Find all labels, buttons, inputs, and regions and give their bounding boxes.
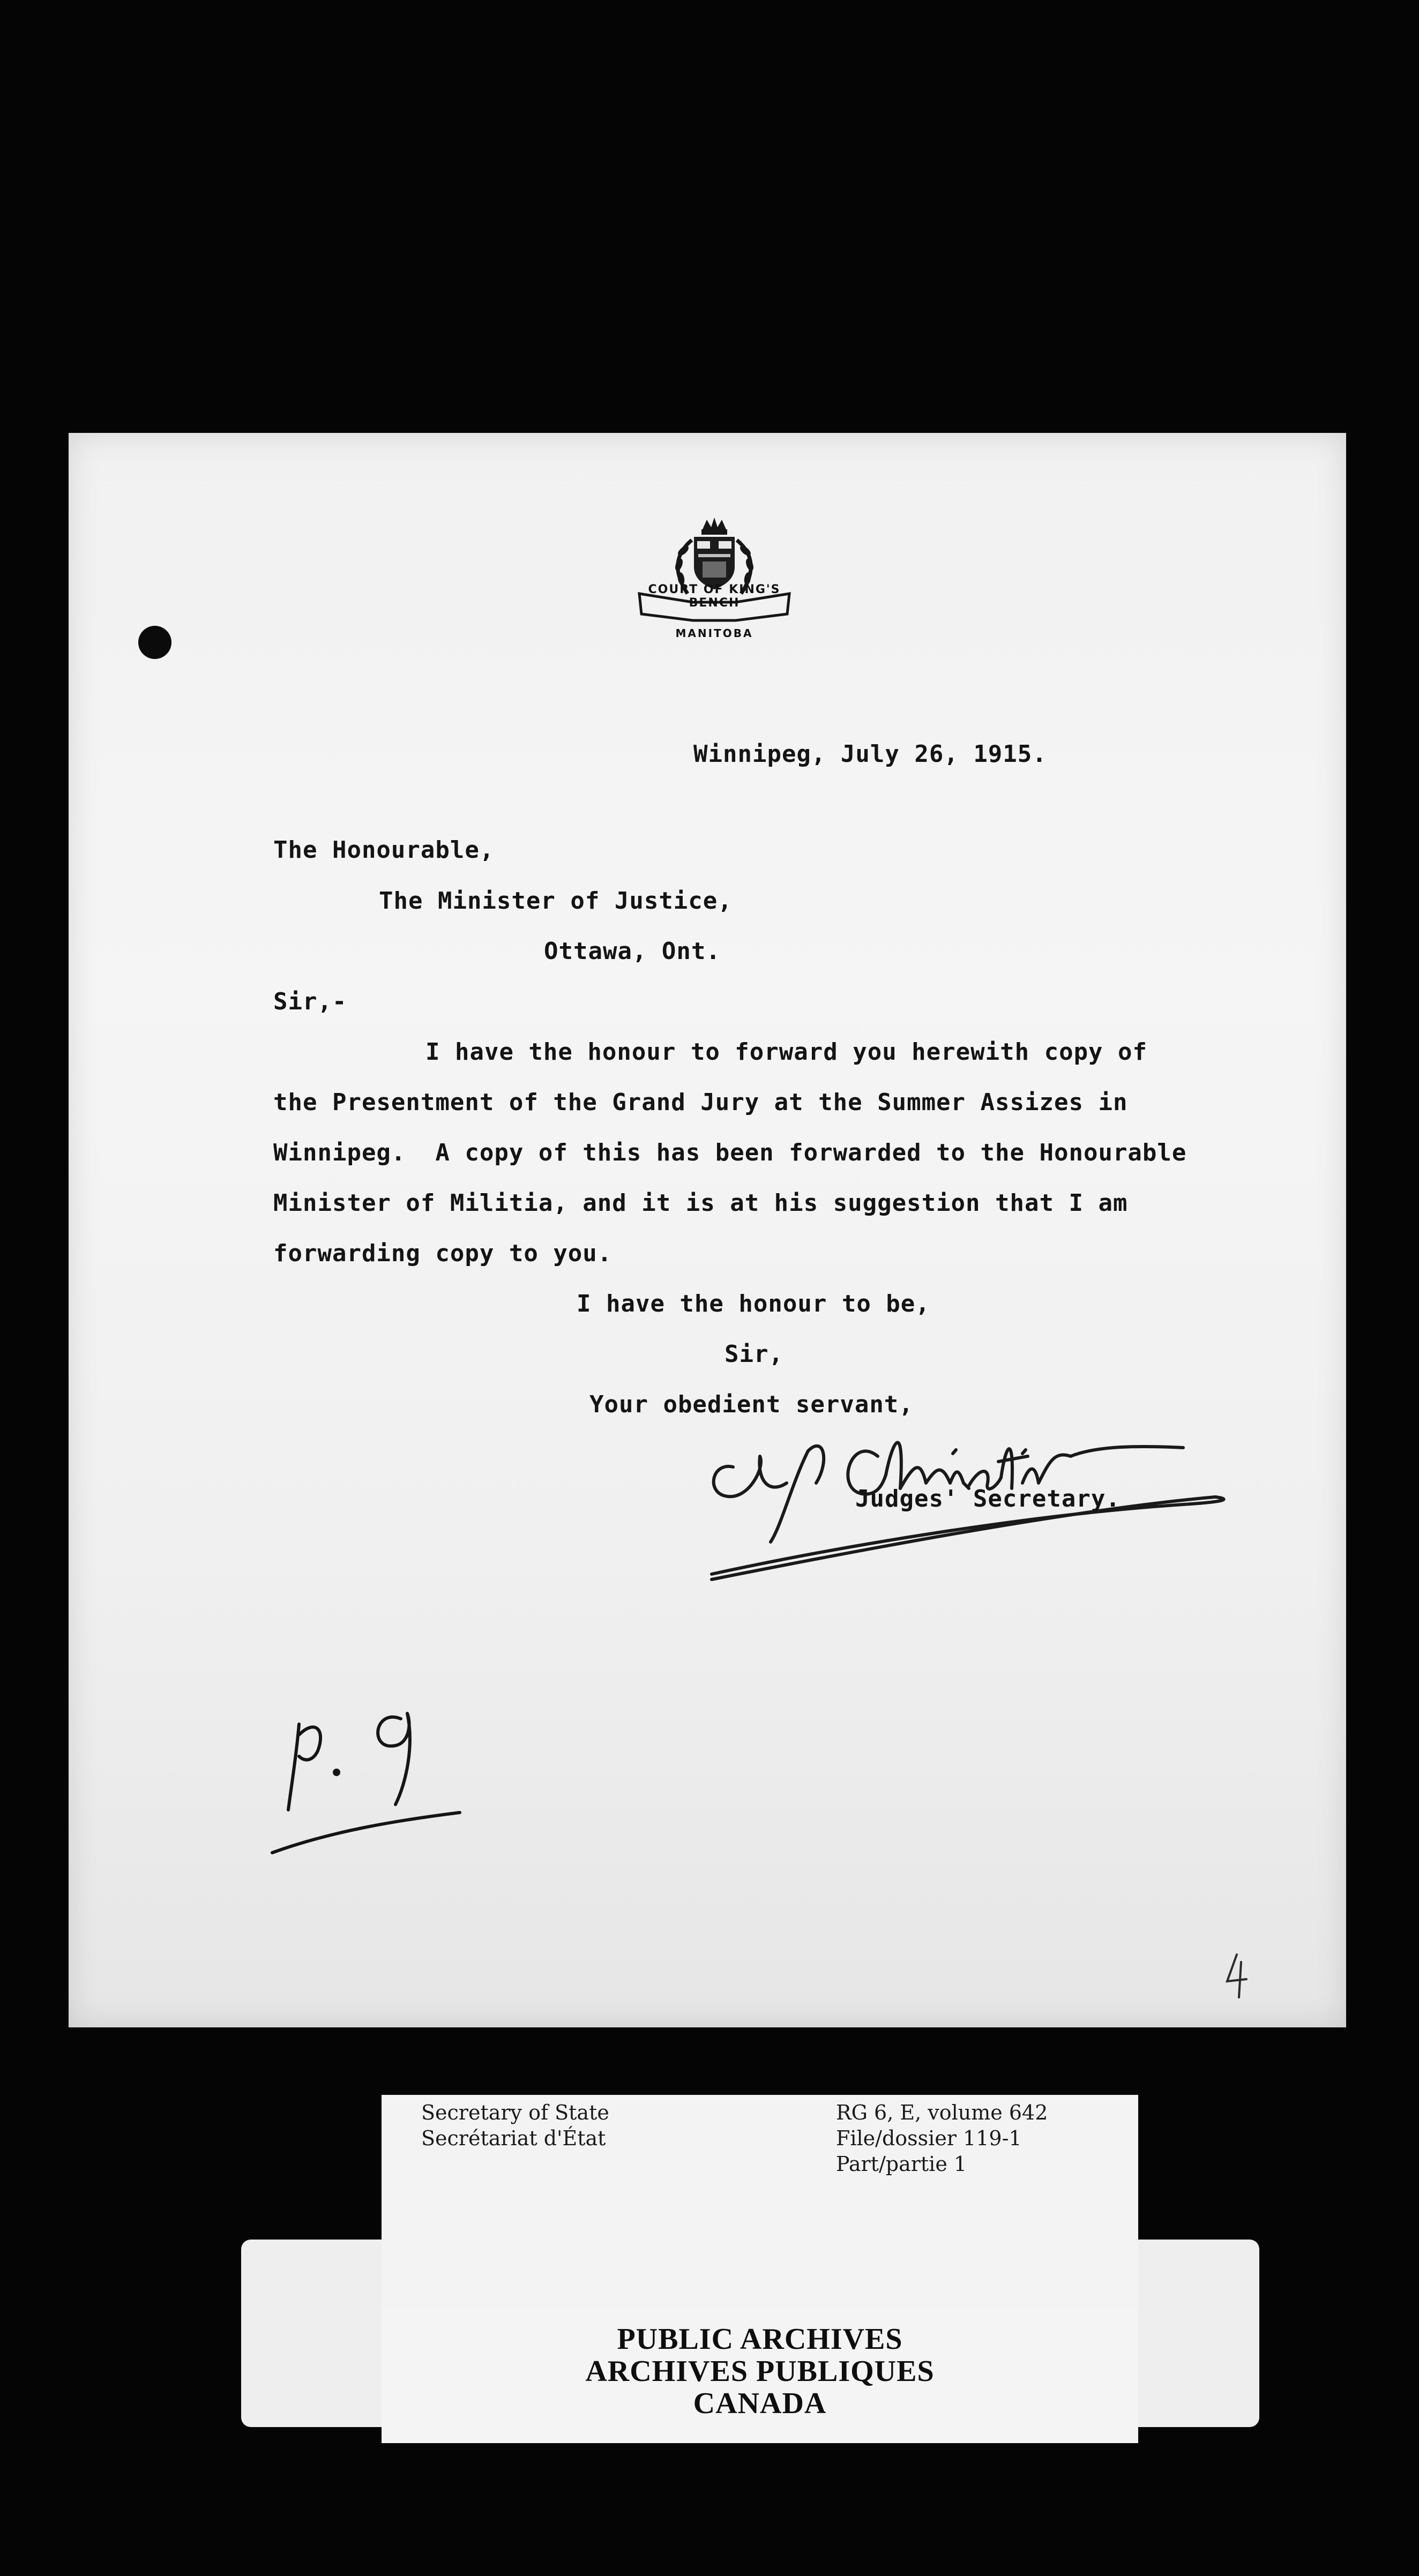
archive-slip bbox=[382, 2095, 1138, 2320]
letter-sheet bbox=[69, 433, 1346, 2027]
salutation: Sir,- bbox=[273, 988, 347, 1015]
closing-line-2: Sir, bbox=[725, 1341, 783, 1368]
archives-stamp bbox=[382, 2309, 1138, 2443]
body-line-4: Minister of Militia, and it is at his suggestion that I am bbox=[273, 1189, 1128, 1217]
closing-line-1: I have the honour to be, bbox=[577, 1290, 930, 1317]
page-note-icon bbox=[267, 1692, 524, 1869]
slip-department-en: Secretary of State bbox=[421, 2101, 609, 2124]
stamp-line-3: CANADA bbox=[693, 2387, 827, 2420]
signer-title: Judges' Secretary. bbox=[855, 1485, 1121, 1512]
slip-part: Part/partie 1 bbox=[836, 2152, 967, 2176]
body-line-3: Winnipeg. A copy of this has been forwarded to the Honourable bbox=[273, 1139, 1187, 1166]
address-line-2: The Minister of Justice, bbox=[379, 887, 733, 915]
address-line-1: The Honourable, bbox=[273, 836, 495, 864]
slip-file: File/dossier 119-1 bbox=[836, 2126, 1022, 2150]
body-line-1: I have the honour to forward you herewith copy of bbox=[425, 1038, 1148, 1066]
address-line-3: Ottawa, Ont. bbox=[544, 938, 721, 965]
corner-mark-icon bbox=[1215, 1944, 1258, 2003]
slip-record-group: RG 6, E, volume 642 bbox=[836, 2101, 1048, 2124]
body-line-5: forwarding copy to you. bbox=[273, 1240, 613, 1267]
stamp-line-1: PUBLIC ARCHIVES bbox=[617, 2323, 903, 2356]
body-line-2: the Presentment of the Grand Jury at the Summer Assizes in bbox=[273, 1089, 1128, 1116]
closing-line-3: Your obedient servant, bbox=[589, 1391, 914, 1418]
date-line: Winnipeg, July 26, 1915. bbox=[693, 740, 1047, 768]
slip-department-fr: Secrétariat d'État bbox=[421, 2126, 606, 2150]
punch-hole bbox=[138, 626, 171, 659]
stamp-line-2: ARCHIVES PUBLIQUES bbox=[585, 2355, 935, 2388]
court-crest bbox=[629, 513, 800, 653]
crest-banner: COURT OF KING'S BENCH bbox=[648, 583, 781, 610]
crest-province: MANITOBA bbox=[675, 627, 753, 640]
